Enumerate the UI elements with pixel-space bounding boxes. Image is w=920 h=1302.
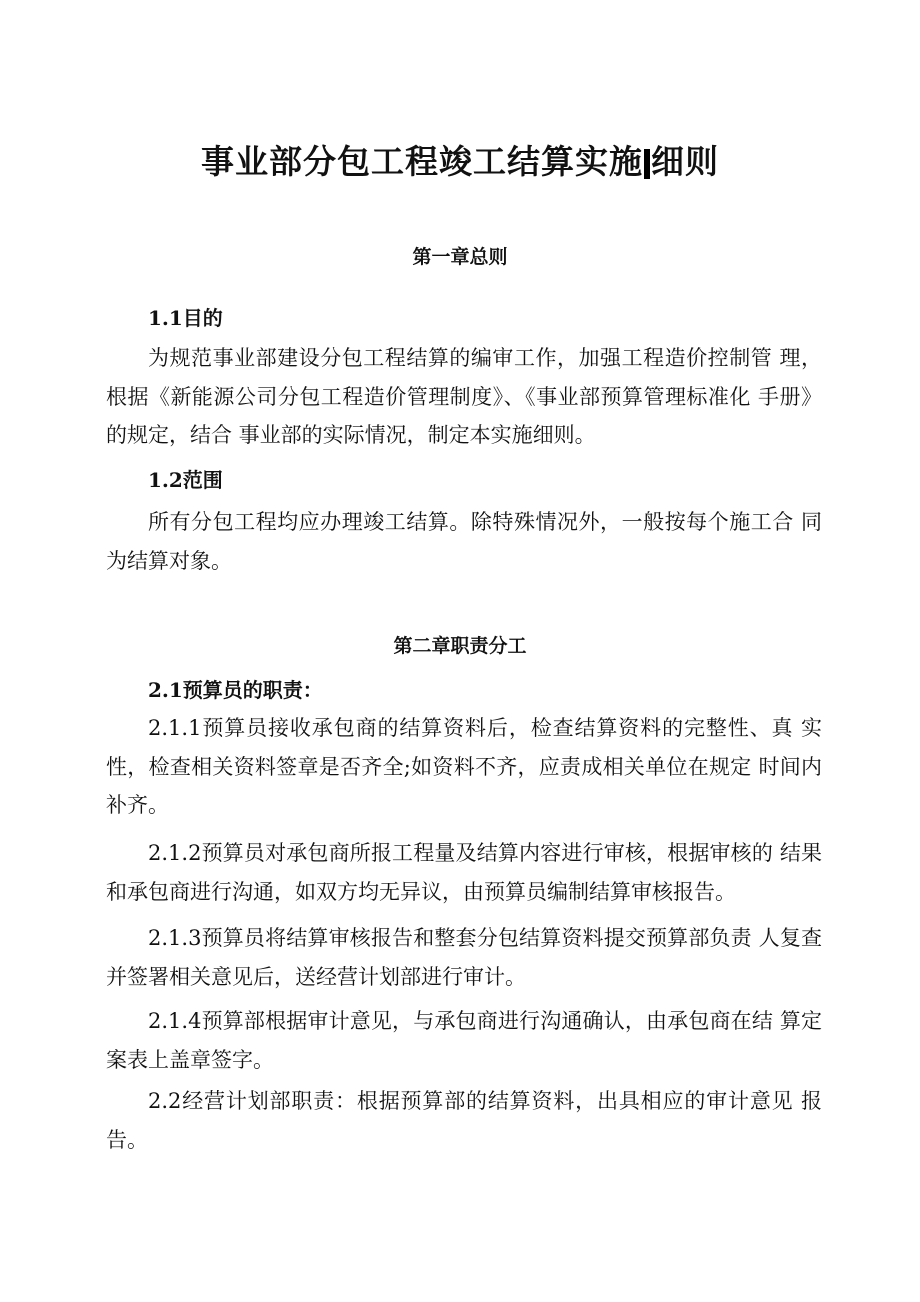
- section-2-1-3-item: 2.1.3预算员将结算审核报告和整套分包结算资料提交预算部负责 人复查并签署相关意见后，送经营计划部进行审计。: [106, 926, 822, 989]
- section-2-1-1-item: 2.1.1预算员接收承包商的结算资料后，检查结算资料的完整性、真 实性，检查相关资料签章是否齐全;如资料不齐，应责成相关单位在规定 时间内补齐。: [106, 716, 822, 817]
- title-text-part1: 事业部分包工程竣工结算实施: [201, 142, 643, 181]
- section-2-1-heading: 2.1预算员的职责：: [148, 678, 323, 702]
- section-2-2-body: 2.2经营计划部职责：根据预算部的结算资料，出具相应的审计意见 报告。: [106, 1089, 822, 1152]
- text-cursor: [644, 149, 650, 179]
- section-2-1-2-item: 2.1.2预算员对承包商所报工程量及结算内容进行审核，根据审核的 结果和承包商进行沟通，如双方均无异议，由预算员编制结算审核报告。: [106, 841, 822, 904]
- title-text-part2: 细则: [651, 142, 719, 181]
- section-2-1-4-item: 2.1.4预算部根据审计意见，与承包商进行沟通确认，由承包商在结 算定案表上盖章签字。: [106, 1009, 822, 1072]
- section-1-1-body: 为规范事业部建设分包工程结算的编审工作，加强工程造价控制管 理，根据《新能源公司分包工程造价管理制度》、《事业部预算管理标准化 手册》的规定，结合 事业部的实际情况，制定本实施细则。: [106, 346, 822, 447]
- chapter-2-heading: 第二章职责分工: [393, 635, 527, 657]
- chapter-1-heading: 第一章总则: [412, 246, 508, 268]
- section-1-2-heading: 1.2范围: [148, 468, 223, 492]
- document-title: [0, 138, 920, 186]
- section-1-1-heading: 1.1目的: [148, 306, 223, 330]
- section-1-2-body: 所有分包工程均应办理竣工结算。除特殊情况外，一般按每个施工合 同为结算对象。: [106, 510, 822, 573]
